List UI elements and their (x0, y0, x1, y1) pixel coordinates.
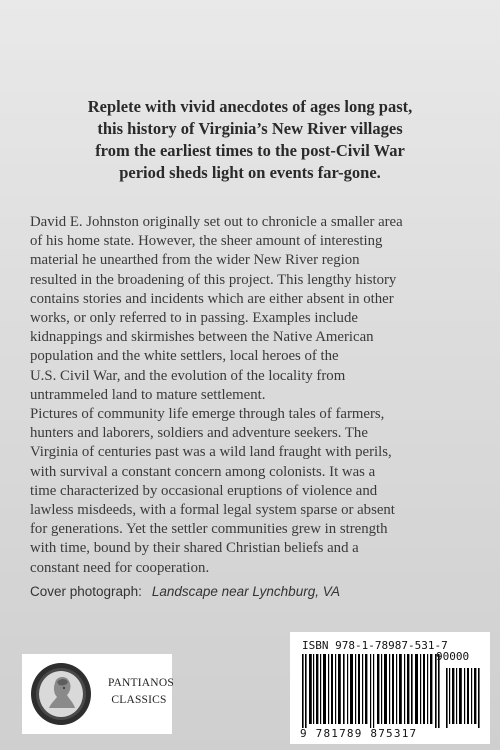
caption-place: Landscape near Lynchburg, VA (151, 584, 340, 599)
text-line: David E. Johnston originally set out to chronicle a smaller area (30, 214, 403, 230)
text-line: lawless misdeeds, with a formal legal system sparse or absent (30, 502, 395, 519)
text-line: population and the white settlers, local heroes of the (30, 348, 339, 365)
barcode-bars (300, 654, 484, 728)
price-code: 90000 (436, 650, 470, 663)
publisher-name-line2: CLASSICS (111, 694, 167, 706)
text-line: time characterized by occasional eruptions of violence and (30, 482, 378, 499)
blurb-line: this history of Virginia’s New River villages (97, 119, 403, 138)
text-line: material he unearthed from the wider New River region (30, 252, 360, 269)
barcode-digits: 9 781789 875317 (300, 727, 418, 740)
text-line: constant need for cooperation. (30, 559, 210, 576)
isbn-number: ISBN 978-1-78987-531-7 (302, 639, 448, 652)
text-line: contains stories and incidents which are either absent in other (30, 290, 394, 307)
text-line: hunters and laborers, soldiers and adventure seekers. The (30, 425, 368, 442)
cover-photo-caption (30, 584, 340, 599)
blurb-line: period sheds light on events far-gone. (119, 163, 381, 182)
text-line: with time, bound by their shared Christian beliefs and a (30, 540, 359, 557)
text-line: works, or only referred to in passing. Examples include (30, 310, 358, 327)
isbn-barcode (290, 632, 490, 744)
text-line: kidnappings and skirmishes between the Native American (30, 329, 374, 346)
text-line: of his home state. However, the sheer amount of interesting (30, 233, 383, 250)
description-paragraph-1 (30, 213, 472, 405)
caption-label: Cover photograph: (30, 584, 142, 599)
blurb (40, 96, 460, 184)
publisher-name (108, 675, 174, 709)
description-paragraph-2 (30, 405, 472, 578)
publisher-logo (22, 654, 172, 734)
classical-bust-medallion-icon (29, 661, 93, 727)
text-line: untrammeled land to mature settlement. (30, 386, 266, 403)
text-line: U.S. Civil War, and the evolution of the locality from (30, 367, 346, 384)
text-line: for generations. Yet the settler communities grew in strength (30, 521, 388, 538)
text-line: Pictures of community life emerge through tales of farmers, (30, 406, 385, 422)
text-line: Virginia of centuries past was a wild land fraught with perils, (30, 444, 392, 461)
blurb-line: from the earliest times to the post-Civil War (95, 141, 405, 160)
text-line: resulted in the broadening of this project. This lengthy history (30, 271, 397, 288)
publisher-name-line1: PANTIANOS (108, 677, 174, 689)
text-line: with survival a constant concern among colonists. It was a (30, 463, 376, 480)
blurb-line: Replete with vivid anecdotes of ages long past, (87, 97, 413, 116)
